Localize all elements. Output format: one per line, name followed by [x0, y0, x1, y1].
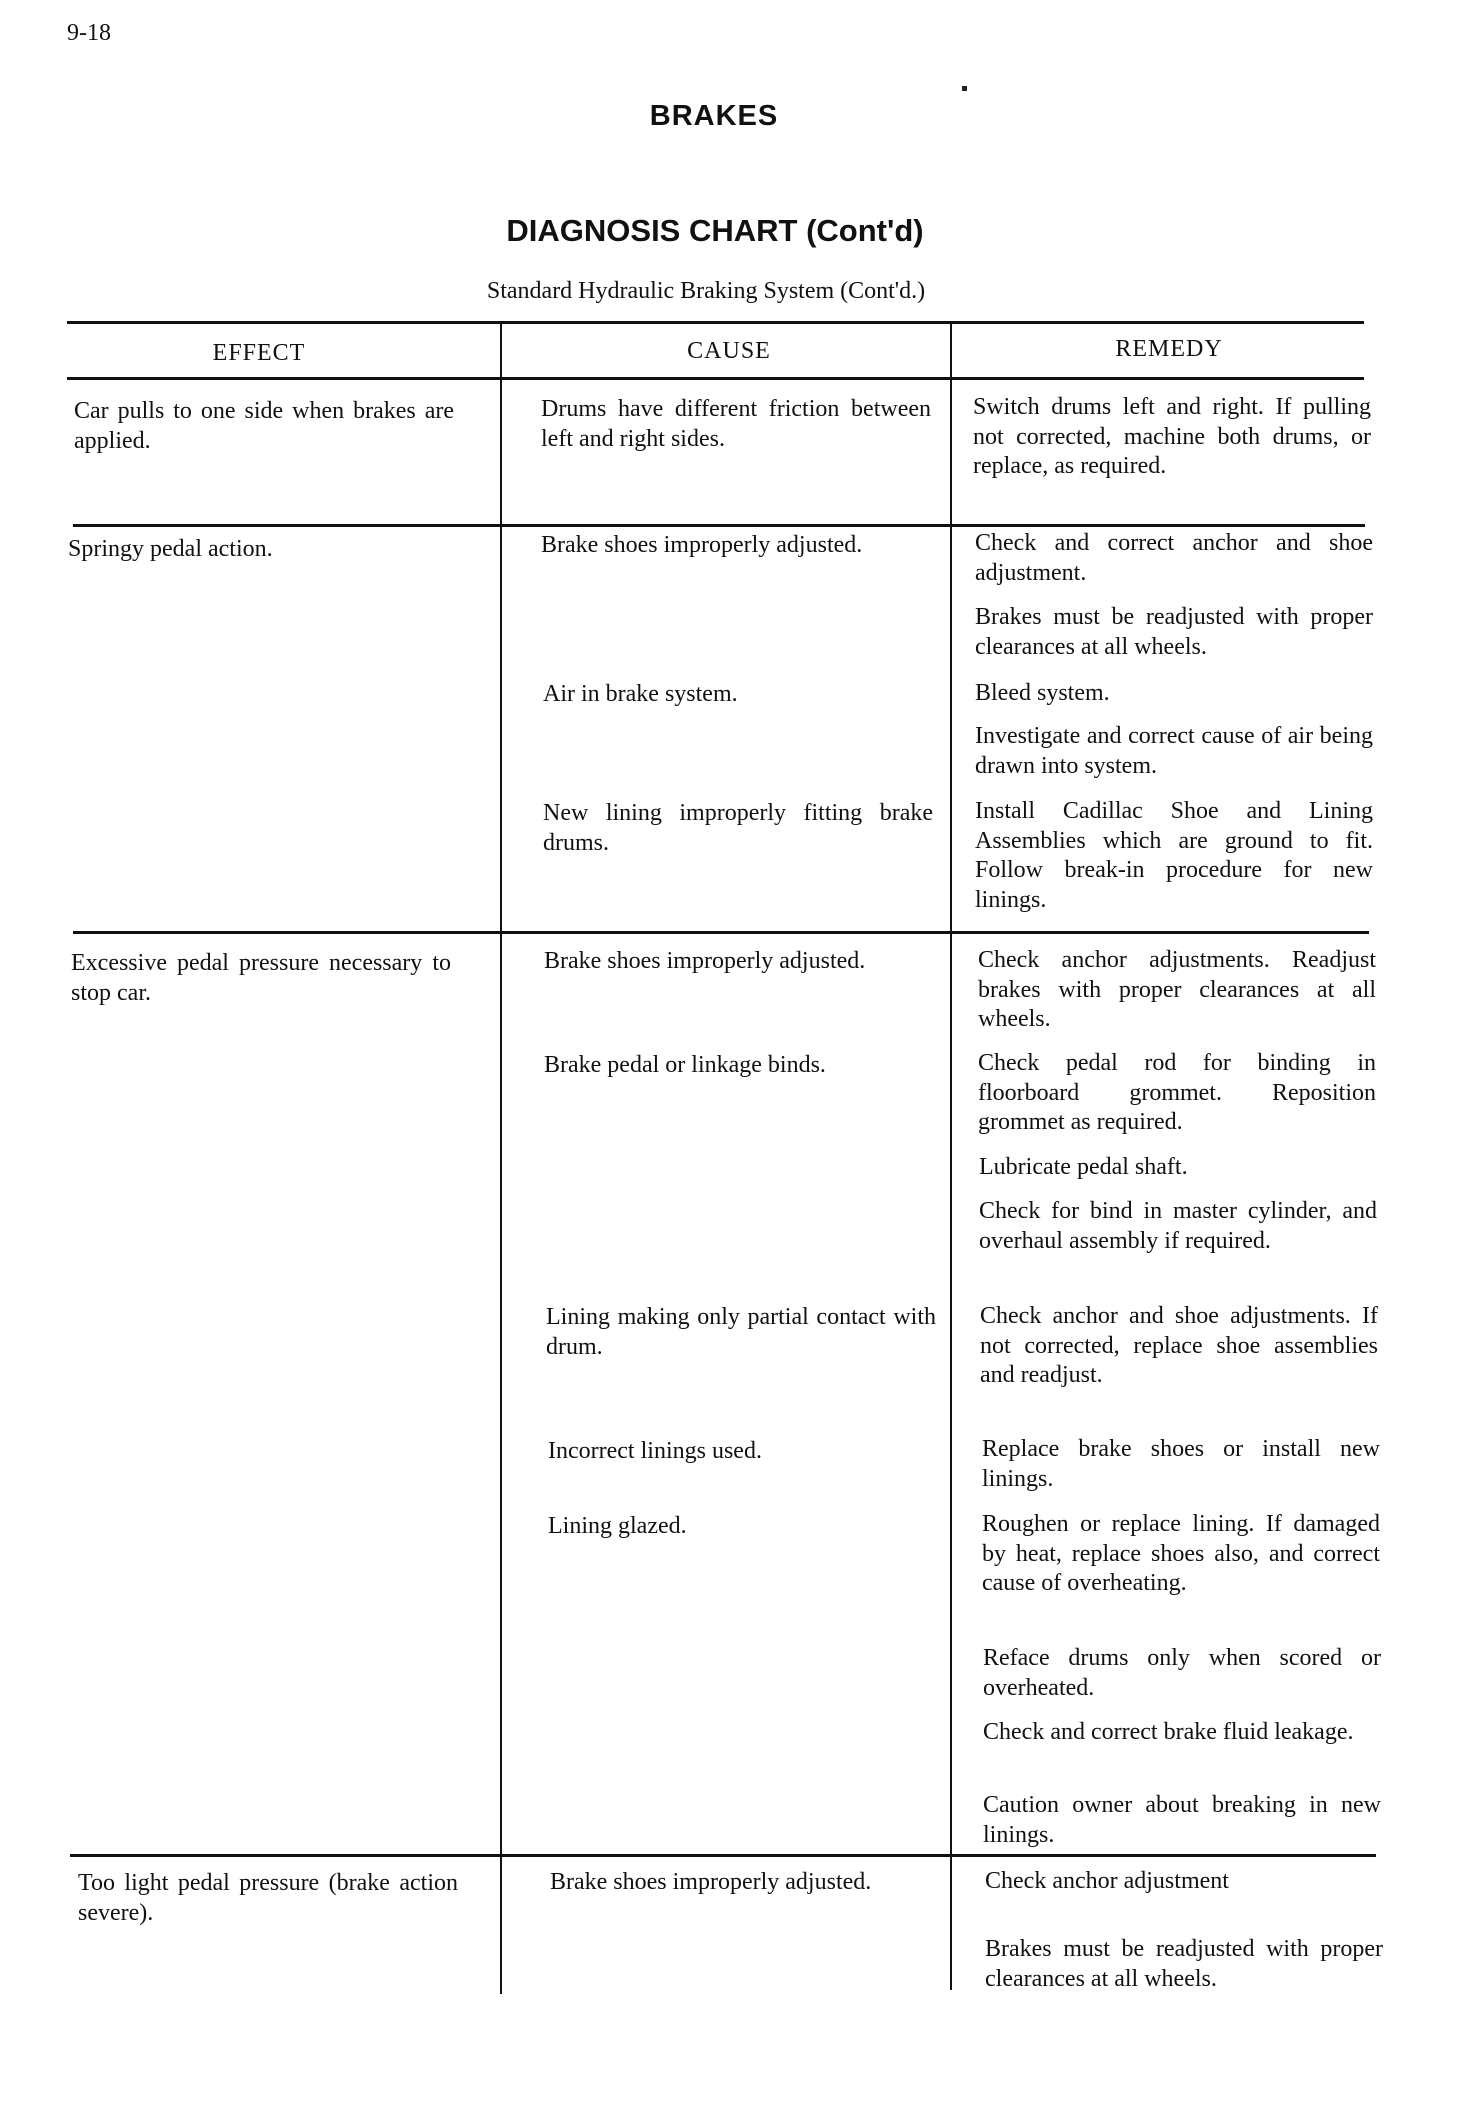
- cause-cell: New lining improperly fitting brake drums.: [543, 800, 933, 856]
- cause-cell: Lining glazed.: [548, 1513, 687, 1539]
- column-divider: [950, 322, 952, 1990]
- effect-cell: Springy pedal action.: [68, 536, 273, 562]
- remedy-cell: Install Cadillac Shoe and Lining Assemblies which are ground to fit. Follow break-in procedure for new linings.: [975, 798, 1373, 913]
- column-divider: [500, 322, 502, 1994]
- effect-cell: Excessive pedal pressure necessary to stop car.: [71, 950, 451, 1006]
- section-title: BRAKES: [649, 100, 779, 132]
- remedy-cell: Roughen or replace lining. If damaged by heat, replace shoes also, and correct cause of overheating.: [982, 1511, 1380, 1596]
- remedy-cell: Bleed system.: [975, 680, 1110, 706]
- remedy-cell: Check for bind in master cylinder, and overhaul assembly if required.: [979, 1198, 1377, 1254]
- remedy-cell: Reface drums only when scored or overheated.: [983, 1645, 1381, 1701]
- remedy-cell: Replace brake shoes or install new linings.: [982, 1436, 1380, 1492]
- row-divider: [73, 524, 1365, 527]
- remedy-cell: Check anchor adjustment: [985, 1868, 1229, 1894]
- remedy-cell: Switch drums left and right. If pulling not corrected, machine both drums, or replace, as required.: [973, 394, 1371, 479]
- remedy-cell: Brakes must be readjusted with proper clearances at all wheels.: [985, 1936, 1383, 1992]
- remedy-cell: Brakes must be readjusted with proper clearances at all wheels.: [975, 604, 1373, 660]
- chart-title: DIAGNOSIS CHART (Cont'd): [506, 213, 924, 248]
- remedy-cell: Lubricate pedal shaft.: [979, 1154, 1188, 1180]
- header-cause: CAUSE: [687, 338, 771, 364]
- row-divider: [70, 1854, 1376, 1857]
- cause-cell: Lining making only partial contact with drum.: [546, 1304, 936, 1360]
- scan-mark: [962, 86, 967, 91]
- remedy-cell: Caution owner about breaking in new linings.: [983, 1792, 1381, 1848]
- effect-cell: Car pulls to one side when brakes are applied.: [74, 398, 454, 454]
- effect-cell: Too light pedal pressure (brake action severe).: [78, 1870, 458, 1926]
- table-top-rule: [67, 321, 1364, 324]
- cause-cell: Brake shoes improperly adjusted.: [550, 1869, 872, 1895]
- remedy-cell: Check pedal rod for binding in floorboard grommet. Reposition grommet as required.: [978, 1050, 1376, 1135]
- row-divider: [73, 931, 1369, 934]
- header-remedy: REMEDY: [1115, 336, 1223, 362]
- remedy-cell: Check anchor and shoe adjustments. If not corrected, replace shoe assemblies and readjust.: [980, 1303, 1378, 1388]
- header-bottom-rule: [67, 377, 1364, 380]
- cause-cell: Brake shoes improperly adjusted.: [544, 948, 866, 974]
- cause-cell: Incorrect linings used.: [548, 1438, 762, 1464]
- remedy-cell: Check and correct brake fluid leakage.: [983, 1719, 1354, 1745]
- cause-cell: Brake shoes improperly adjusted.: [541, 532, 863, 558]
- remedy-cell: Investigate and correct cause of air being drawn into system.: [975, 723, 1373, 779]
- cause-cell: Air in brake system.: [543, 681, 738, 707]
- page-number: 9-18: [67, 20, 111, 46]
- chart-subtitle: Standard Hydraulic Braking System (Cont'd.): [486, 278, 926, 304]
- remedy-cell: Check anchor adjustments. Readjust brakes with proper clearances at all wheels.: [978, 947, 1376, 1032]
- cause-cell: Brake pedal or linkage binds.: [544, 1052, 826, 1078]
- header-effect: EFFECT: [212, 340, 306, 366]
- cause-cell: Drums have different friction between left and right sides.: [541, 396, 931, 452]
- remedy-cell: Check and correct anchor and shoe adjustment.: [975, 530, 1373, 586]
